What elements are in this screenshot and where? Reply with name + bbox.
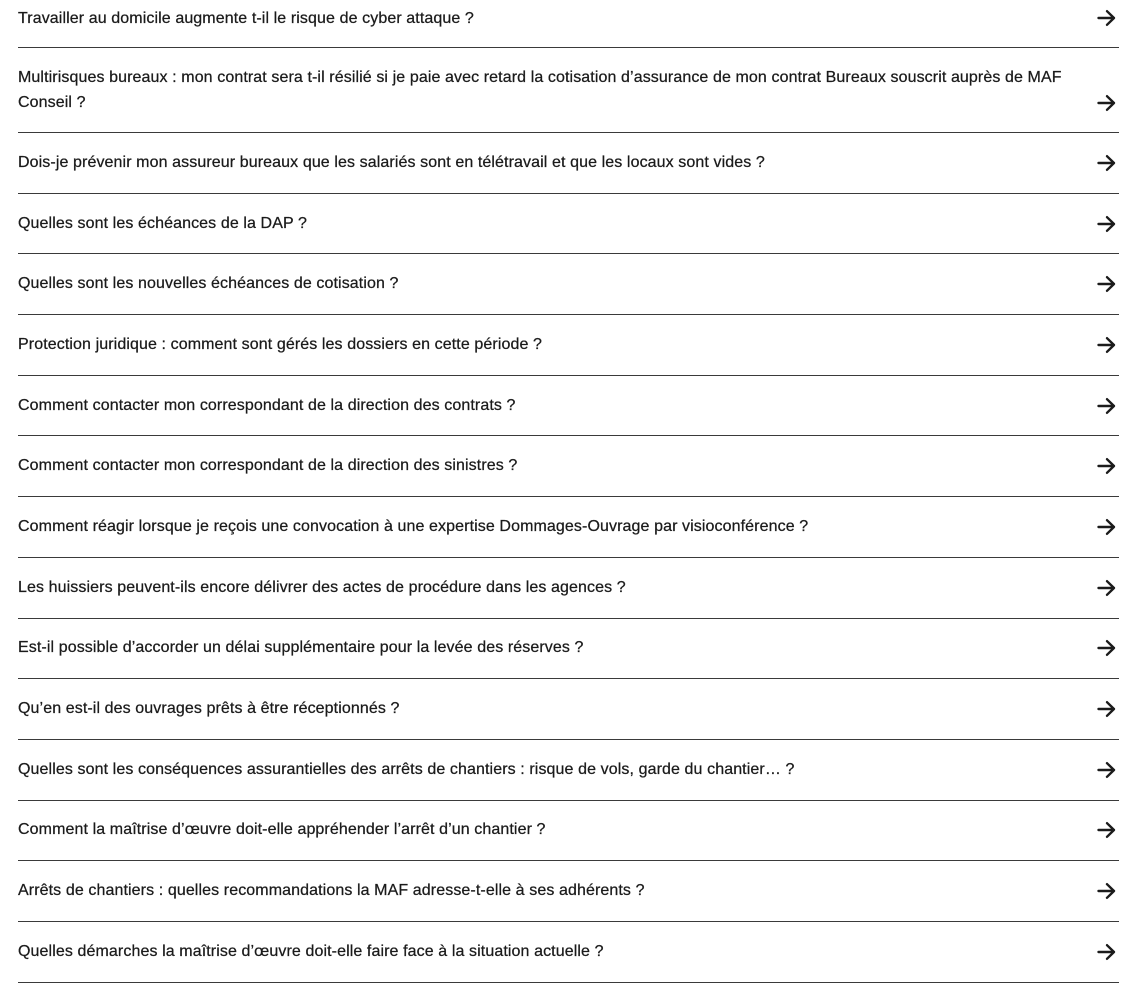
arrow-right-icon [1097,821,1117,839]
arrow-right-icon [1097,761,1117,779]
faq-item[interactable] [18,0,1119,48]
arrow-right-icon [1097,275,1117,293]
arrow-right-icon [1097,639,1117,657]
arrow-right-icon [1097,518,1117,536]
arrow-right-icon [1097,215,1117,233]
arrow-right-icon [1097,882,1117,900]
faq-question: Quelles sont les échéances de la DAP ? [18,214,308,232]
faq-item[interactable] [18,315,1119,376]
faq-list [18,0,1119,983]
faq-item[interactable] [18,922,1119,983]
faq-item[interactable] [18,497,1119,558]
faq-question: Arrêts de chantiers : quelles recommandations la MAF adresse-t-elle à ses adhérents ? [18,882,645,900]
faq-item[interactable] [18,861,1119,922]
faq-item[interactable] [18,801,1119,862]
faq-item[interactable] [18,619,1119,680]
faq-question: Qu’en est-il des ouvrages prêts à être réceptionnés ? [18,700,400,718]
faq-question: Comment contacter mon correspondant de la direction des sinistres ? [18,457,518,475]
faq-question: Comment réagir lorsque je reçois une convocation à une expertise Dommages-Ouvrage par visioconférence ? [18,517,809,535]
arrow-right-icon [1097,943,1117,961]
faq-question: Dois-je prévenir mon assureur bureaux que les salariés sont en télétravail et que les locaux sont vides ? [18,153,765,171]
faq-question: Quelles démarches la maîtrise d’œuvre doit-elle faire face à la situation actuelle ? [18,942,604,960]
arrow-right-icon [1097,457,1117,475]
faq-question: Est-il possible d’accorder un délai supplémentaire pour la levée des réserves ? [18,639,584,657]
arrow-right-icon [1097,336,1117,354]
faq-item[interactable] [18,376,1119,437]
faq-item[interactable] [18,194,1119,255]
faq-question: Quelles sont les nouvelles échéances de cotisation ? [18,275,399,293]
arrow-right-icon [1097,579,1117,597]
arrow-right-icon [1097,9,1117,27]
faq-question: Comment la maîtrise d’œuvre doit-elle appréhender l’arrêt d’un chantier ? [18,821,546,839]
faq-item[interactable] [18,436,1119,497]
arrow-right-icon [1097,94,1117,112]
faq-question: Les huissiers peuvent-ils encore délivrer des actes de procédure dans les agences ? [18,578,626,596]
arrow-right-icon [1097,154,1117,172]
arrow-right-icon [1097,700,1117,718]
faq-item[interactable] [18,254,1119,315]
faq-item[interactable] [18,740,1119,801]
faq-question: Quelles sont les conséquences assurantielles des arrêts de chantiers : risque de vols, garde du chantier… ? [18,760,795,778]
faq-item[interactable] [18,133,1119,194]
faq-question: Multirisques bureaux : mon contrat sera t-il résilié si je paie avec retard la cotisation d’assurance de mon contrat Bureaux souscrit auprès de MAF Conseil ? [18,69,1062,111]
faq-question: Comment contacter mon correspondant de la direction des contrats ? [18,396,516,414]
faq-item[interactable] [18,558,1119,619]
faq-question: Travailler au domicile augmente t-il le risque de cyber attaque ? [18,10,474,27]
arrow-right-icon [1097,397,1117,415]
faq-question: Protection juridique : comment sont gérés les dossiers en cette période ? [18,335,543,353]
faq-item[interactable] [18,679,1119,740]
faq-item[interactable] [18,48,1119,133]
